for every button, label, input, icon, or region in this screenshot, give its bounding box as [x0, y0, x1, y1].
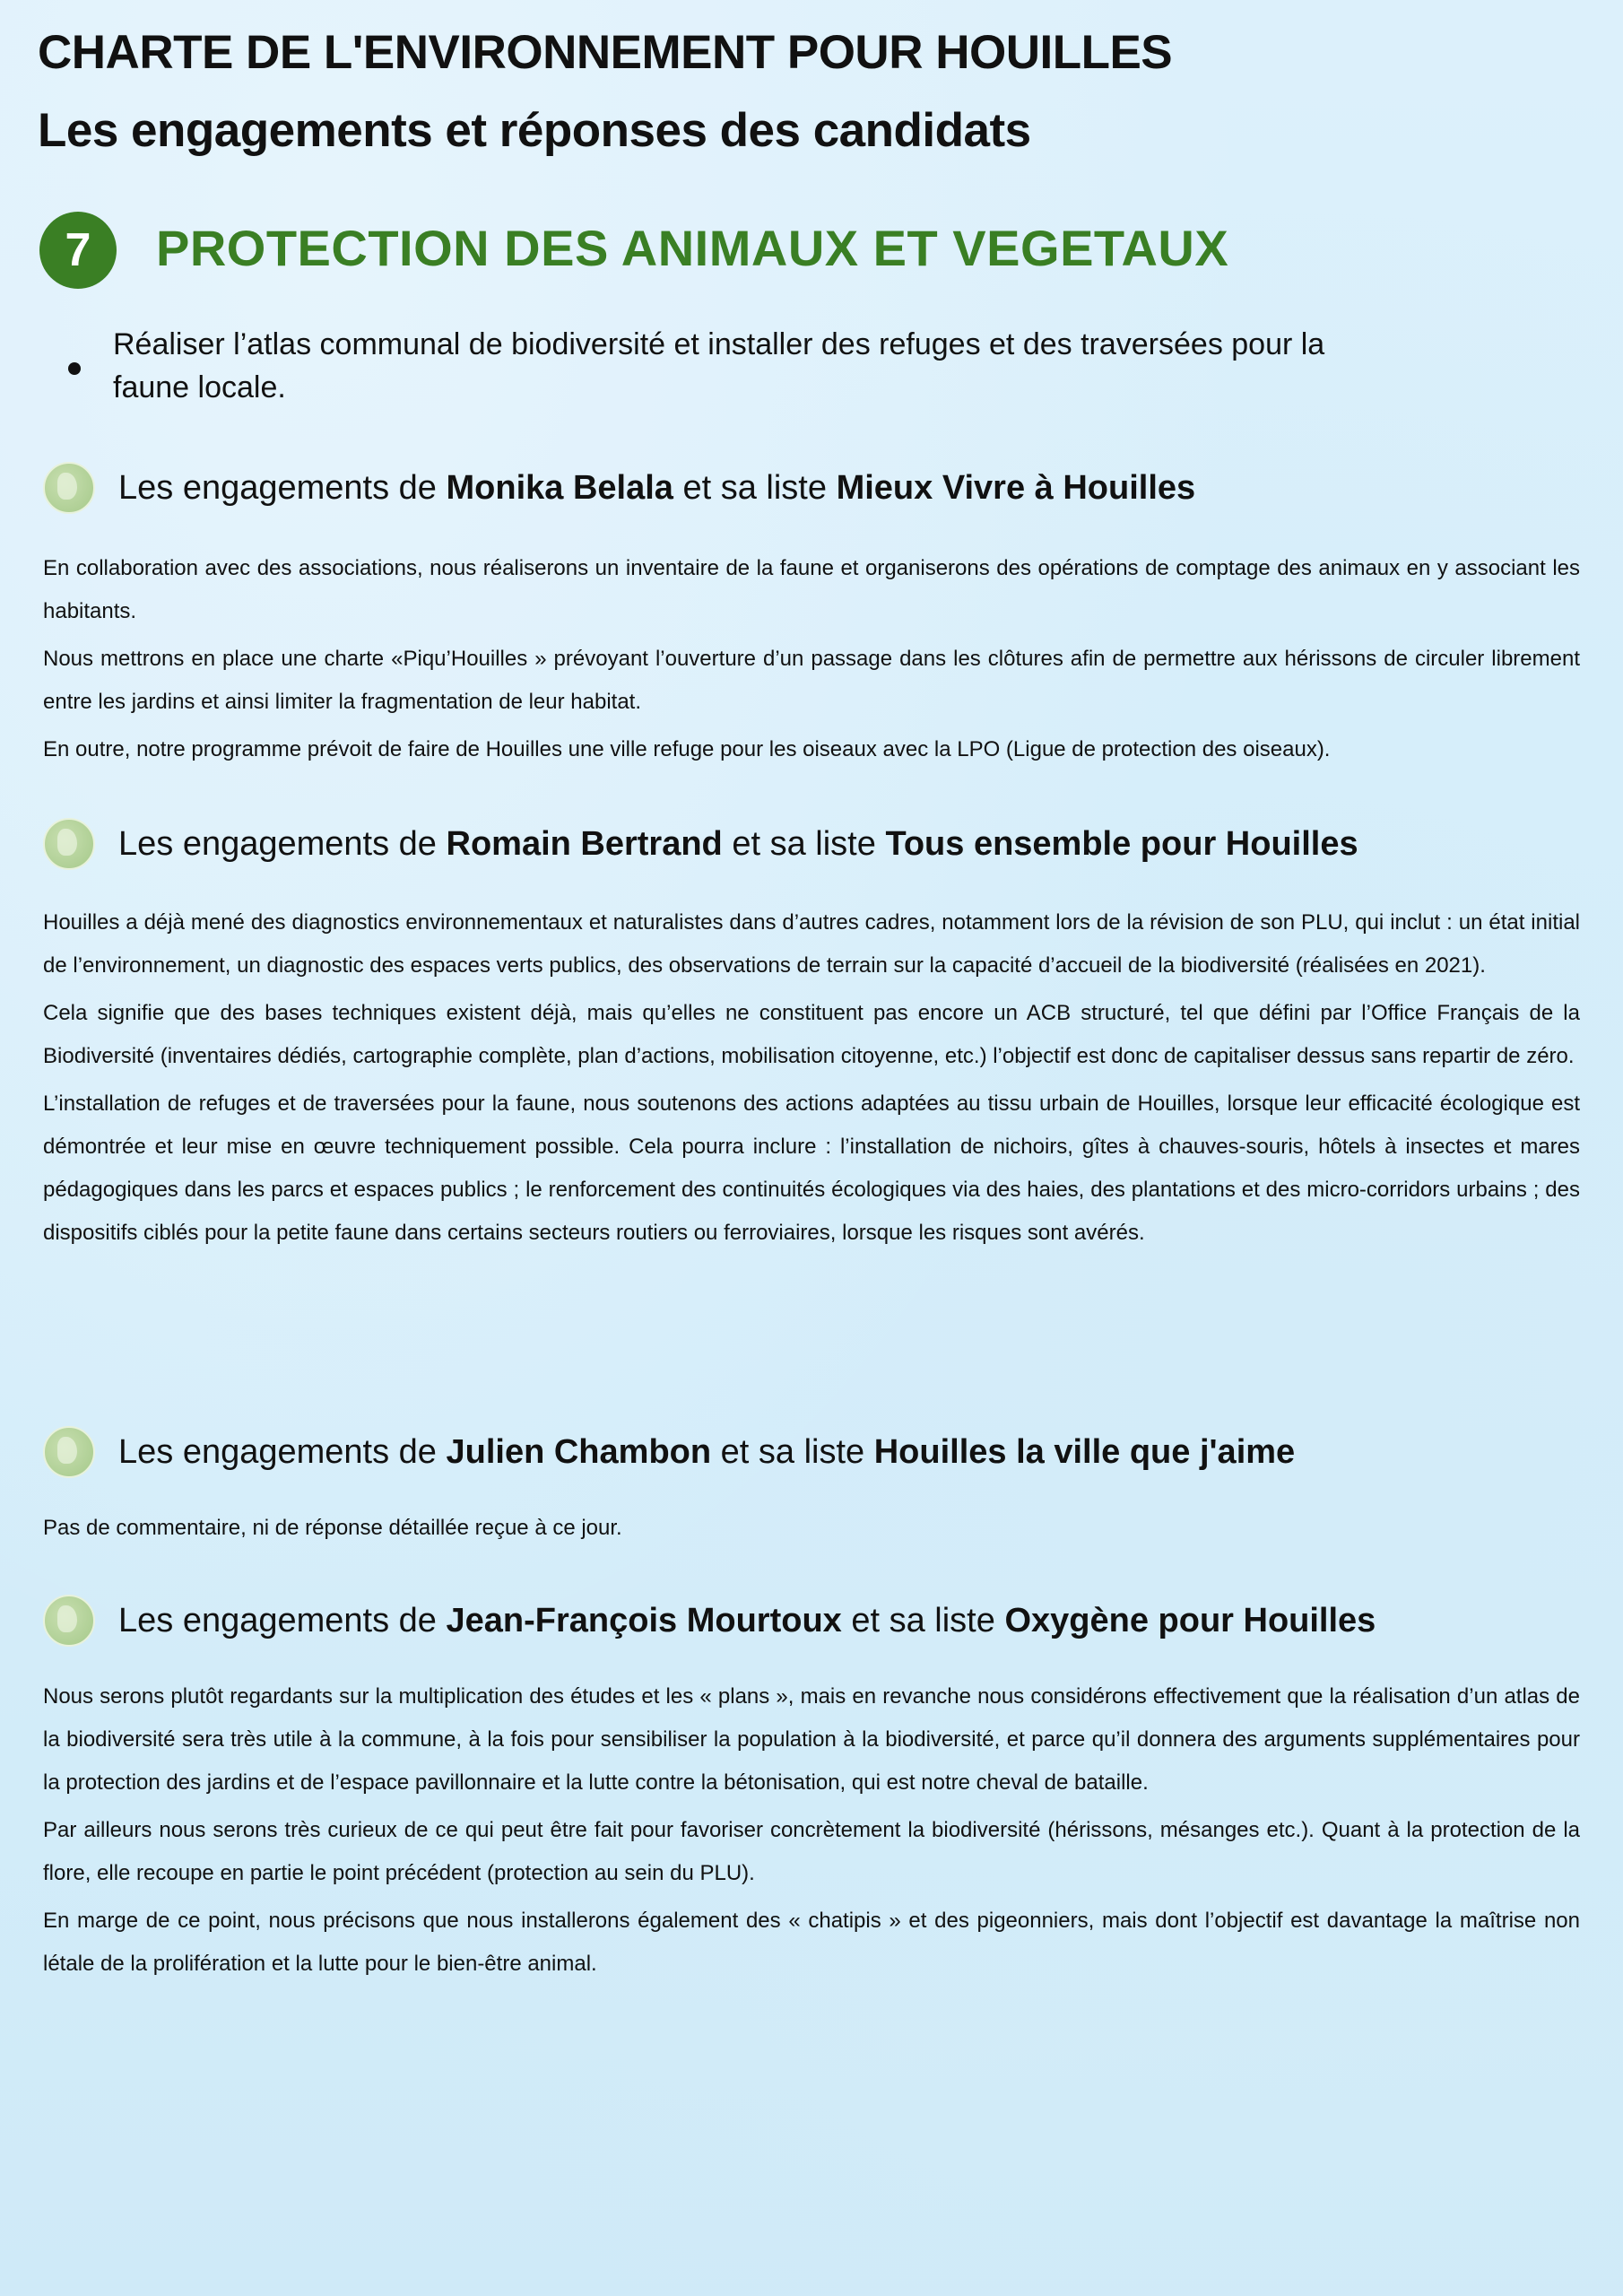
engagement-heading: [43, 818, 1358, 870]
engagement-body: [43, 1507, 1580, 1554]
heading-prefix: Les engagements de: [118, 468, 437, 507]
document-subtitle: Les engagements et réponses des candidats: [38, 104, 1031, 157]
globe-icon: [43, 818, 95, 870]
list-name: Mieux Vivre à Houilles: [836, 468, 1196, 507]
paragraph: En outre, notre programme prévoit de faire de Houilles une ville refuge pour les oiseaux avec la LPO (Ligue de protection des oiseaux).: [43, 737, 1331, 761]
candidate-name: Jean-François Mourtoux: [446, 1601, 842, 1639]
paragraph: Par ailleurs nous serons très curieux de ce qui peut être fait pour favoriser concrètement la biodiversité (hérissons, mésanges etc.). Quant à la protection de la flore, elle recoupe en partie le point précédent (protection au sein du PLU).: [43, 1818, 1580, 1885]
heading-text: [118, 825, 1358, 864]
engagement-heading: [43, 1595, 1376, 1647]
engagement-body: [43, 901, 1580, 1259]
heading-prefix: Les engagements de: [118, 824, 437, 863]
heading-mid: et sa liste: [732, 824, 876, 863]
list-name: Tous ensemble pour Houilles: [885, 824, 1358, 863]
globe-icon: [43, 462, 95, 514]
engagement-heading: [43, 462, 1195, 514]
candidate-name: Monika Belala: [446, 468, 673, 507]
list-name: Houilles la ville que j'aime: [873, 1432, 1296, 1471]
list-name: Oxygène pour Houilles: [1004, 1601, 1376, 1639]
paragraph: Nous serons plutôt regardants sur la multiplication des études et les « plans », mais en revanche nous considérons effectivement que la réalisation d’un atlas de la biodiversité sera très utile à la commune, à la fois pour sensibiliser la population à la biodiversité, et parce qu’il donnera des arguments supplémentaires pour la protection des jardins et de l’espace pavillonnaire et la lutte contre la bétonisation, qui est notre cheval de bataille.: [43, 1684, 1580, 1795]
heading-mid: et sa liste: [851, 1601, 995, 1639]
section-number-badge: 7: [39, 212, 117, 289]
heading-mid: et sa liste: [682, 468, 828, 507]
bullet-icon: [68, 362, 81, 375]
globe-icon: [43, 1595, 95, 1647]
paragraph: En collaboration avec des associations, nous réaliserons un inventaire de la faune et organiserons des opérations de comptage des animaux en y associant les habitants.: [43, 556, 1580, 623]
paragraph: En marge de ce point, nous précisons que nous installerons également des « chatipis » et des pigeonniers, mais dont l’objectif est davantage la maîtrise non létale de la prolifération et la lutte pour le bien-être animal.: [43, 1909, 1580, 1976]
engagement-heading: [43, 1426, 1295, 1478]
paragraph: Nous mettrons en place une charte «Piqu’Houilles » prévoyant l’ouverture d’un passage dans les clôtures afin de permettre aux hérissons de circuler librement entre les jardins et ainsi limiter la fragmentation de leur habitat.: [43, 647, 1580, 714]
section-title: PROTECTION DES ANIMAUX ET VEGETAUX: [156, 220, 1229, 276]
heading-text: [118, 1602, 1376, 1640]
paragraph: Cela signifie que des bases techniques existent déjà, mais qu’elles ne constituent pas encore un ACB structuré, tel que défini par l’Office Français de la Biodiversité (inventaires dédiés, cartographie complète, plan d’actions, mobilisation citoyenne, etc.) l’objectif est donc de capitaliser dessus sans repartir de zéro.: [43, 1001, 1580, 1068]
engagement-body: [43, 1675, 1580, 1990]
heading-mid: et sa liste: [720, 1432, 865, 1471]
paragraph: Houilles a déjà mené des diagnostics environnementaux et naturalistes dans d’autres cadres, notamment lors de la révision de son PLU, qui inclut : un état initial de l’environnement, un diagnostic des espaces verts publics, des observations de terrain sur la capacité d’accueil de la biodiversité (réalisées en 2021).: [43, 910, 1580, 978]
heading-text: [118, 469, 1195, 508]
paragraph: Pas de commentaire, ni de réponse détaillée reçue à ce jour.: [43, 1516, 622, 1540]
paragraph: L’installation de refuges et de traversées pour la faune, nous soutenons des actions adaptées au tissu urbain de Houilles, lorsque leur efficacité écologique est démontrée et leur mise en œuvre techniquement possible. Cela pourra inclure : l’installation de nichoirs, gîtes à chauves-souris, hôtels à insectes et mares pédagogiques dans les parcs et espaces publics ; le renforcement des continuités écologiques via des haies, des plantations et des micro-corridors urbains ; des dispositifs ciblés pour la petite faune dans certains secteurs routiers ou ferroviaires, lorsque les risques sont avérés.: [43, 1091, 1580, 1245]
candidate-name: Julien Chambon: [446, 1432, 712, 1471]
engagement-body: [43, 547, 1580, 776]
heading-prefix: Les engagements de: [118, 1601, 437, 1639]
heading-text: [118, 1433, 1295, 1472]
heading-prefix: Les engagements de: [118, 1432, 437, 1471]
globe-icon: [43, 1426, 95, 1478]
section-objective: Réaliser l’atlas communal de biodiversité et installer des refuges et des traversées pour la faune locale.: [113, 327, 1325, 404]
document-title: CHARTE DE L'ENVIRONNEMENT POUR HOUILLES: [38, 26, 1173, 79]
candidate-name: Romain Bertrand: [446, 824, 723, 863]
